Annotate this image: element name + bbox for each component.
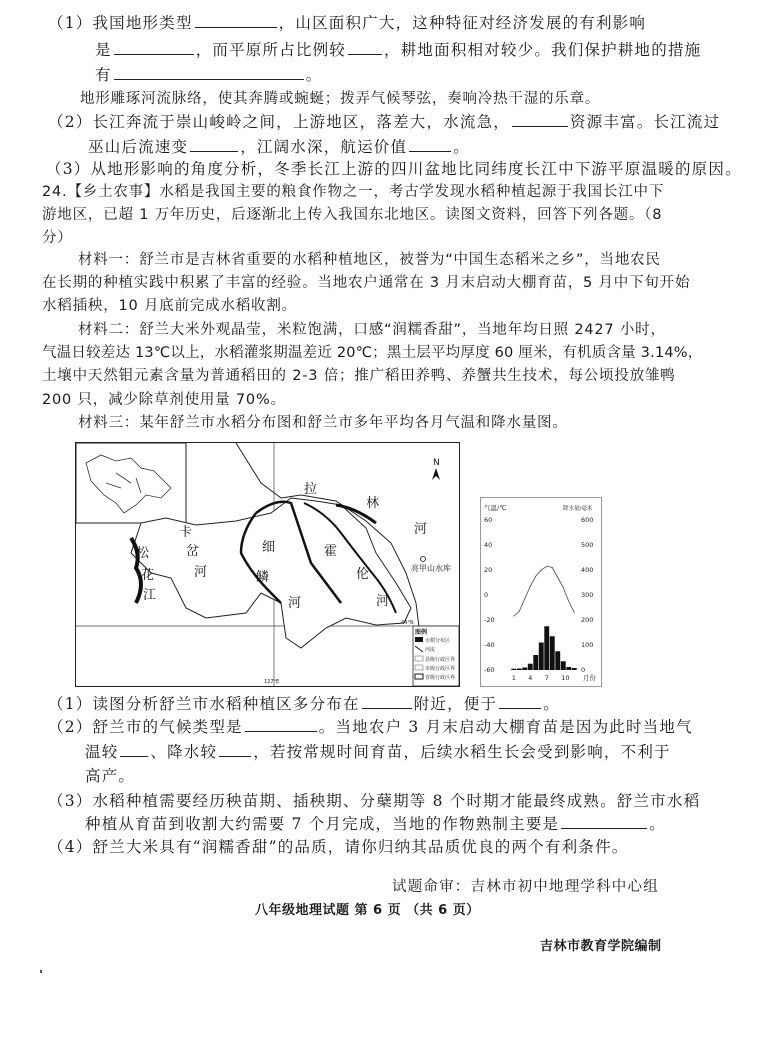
text: ，若按常规时间育苗，后续水稻生长会受到影响，不利于	[253, 743, 671, 761]
text: 有	[95, 66, 112, 84]
precipitation-bar	[572, 668, 577, 670]
q23-part1-line2	[95, 39, 701, 61]
material3: 材料三：某年舒兰市水稻分布图和舒兰市多年平均各月气温和降水量图。	[78, 415, 568, 431]
text: ，山区面积广大，这种特征对经济发展的有利影响	[278, 14, 647, 32]
material1-line1: 材料一：舒兰市是吉林省重要的水稻种植地区，被誉为“中国生态稻米之乡”，当地农民	[78, 252, 661, 268]
precipitation-bar	[555, 651, 560, 670]
reservoir-label: 亮甲山水库	[411, 564, 451, 573]
legend-item: 县级行政区界	[425, 657, 456, 663]
x-tick-label: 4	[528, 674, 533, 682]
q24-question3-line2	[85, 813, 666, 835]
q23-part1-line3	[95, 64, 322, 86]
q23-verse: 地形雕琢河流脉络，使其奔腾或蜿蜒；拨弄气候琴弦，奏响冷热干湿的乐章。	[80, 91, 601, 107]
y-right-tick-label: 0	[581, 666, 586, 674]
river-label: 河	[194, 565, 208, 580]
answer-blank[interactable]	[120, 741, 148, 757]
text: 。当地农户 3 月末启动大棚育苗是因为此时当地气	[318, 718, 693, 736]
y-right-tick-label: 600	[581, 516, 594, 524]
x-axis-label: 月份	[583, 674, 596, 682]
q23-part2-line1	[48, 111, 720, 133]
x-tick-label: 7	[544, 674, 549, 682]
precipitation-bar	[522, 668, 527, 671]
material2-line1: 材料二：舒兰大米外观晶莹，米粒饱满，口感“润糯香甜”，当地年均日照 2427 小时，	[78, 322, 666, 338]
north-arrow-label: N	[433, 458, 440, 468]
material2-line2: 气温日较差达 13℃以上，水稻灌浆期温差近 20℃；黑土层平均厚度 60 厘米，有机质含量 3.14%，	[42, 345, 703, 361]
river-label: 岔	[186, 544, 200, 559]
text: （2）舒兰市的气候类型是	[48, 718, 243, 736]
text: 。	[543, 695, 560, 713]
answer-blank[interactable]	[512, 111, 568, 127]
temperature-point	[513, 616, 514, 617]
legend-item: 市级行政区界	[425, 666, 456, 672]
temperature-point	[563, 587, 564, 588]
river-label: 江	[143, 588, 157, 603]
temperature-point	[541, 570, 542, 571]
q24-intro-line2: 游地区，已超 1 万年历史，后逐渐北上传入我国东北地区。读图文资料，回答下列各题。（8	[42, 207, 663, 223]
y-left-axis-label: 气温/℃	[484, 504, 507, 512]
latitude-label: 44°N	[401, 620, 414, 626]
text: 资源丰富。长江流过	[569, 113, 721, 131]
scan-speck	[40, 970, 42, 973]
answer-blank[interactable]	[499, 693, 541, 709]
longitude-label: 127°E	[264, 679, 280, 685]
material1-line3: 水稻插秧，10 月底前完成水稻收割。	[42, 298, 297, 314]
shulan-rice-distribution-map	[75, 442, 460, 687]
river-label: 河	[414, 522, 428, 537]
text: ，而平原所占比例较	[195, 41, 347, 59]
answer-blank[interactable]	[190, 136, 238, 152]
precipitation-bar	[544, 626, 549, 670]
map-legend	[413, 626, 459, 686]
temperature-point	[568, 601, 569, 602]
text: 巫山后流速变	[88, 138, 189, 156]
material1-line2: 在长期的种植实践中积累了丰富的经验。当地农户通常在 3 月末启动大棚育苗，5 月中下旬开始	[42, 275, 691, 291]
y-left-tick-label: -60	[484, 666, 495, 674]
legend-item: 省级行政区界	[425, 675, 456, 681]
precipitation-bar	[511, 669, 516, 670]
text: 。	[453, 138, 470, 156]
answer-blank[interactable]	[561, 813, 647, 829]
river-label: 松	[136, 546, 150, 561]
river-label: 鳞	[256, 570, 270, 585]
y-left-tick-label: 60	[484, 516, 493, 524]
precipitation-bar	[533, 655, 538, 670]
legend-swatch-rice	[415, 637, 423, 642]
answer-blank[interactable]	[362, 693, 412, 709]
q24-question2-line3: 高产。	[85, 767, 136, 785]
text: 。	[649, 815, 666, 833]
temperature-line	[514, 566, 575, 616]
answer-blank[interactable]	[114, 64, 304, 80]
material2-line4: 200 只，减少除草剂使用量 70%。	[42, 392, 286, 408]
q24-question4: （4）舒兰大米具有“润糯香甜”的品质，请你归纳其品质优良的两个有利条件。	[48, 838, 629, 856]
text: 。	[305, 66, 323, 84]
y-left-tick-label: -20	[484, 616, 495, 624]
river-label: 林	[366, 496, 380, 511]
river-label: 霍	[324, 544, 338, 559]
x-tick-label: 1	[511, 674, 516, 682]
river-label: 拉	[304, 482, 318, 497]
y-right-tick-label: 200	[581, 616, 594, 624]
text: ，江阔水深，航运价值	[240, 138, 408, 156]
review-credit: 试题命审：吉林市初中地理学科中心组	[392, 879, 659, 895]
answer-blank[interactable]	[245, 716, 317, 732]
y-left-tick-label: 0	[484, 591, 489, 599]
y-left-tick-label: 20	[484, 566, 493, 574]
river-label: 细	[262, 540, 276, 555]
precipitation-bar	[528, 664, 533, 670]
q23-part3: （3）从地形影响的角度分析，冬季长江上游的四川盆地比同纬度长江中下游平原温暖的原因。	[46, 160, 742, 178]
text: 温较	[85, 743, 119, 761]
q24-question3-line1: （3）水稻种植需要经历秧苗期、插秧期、分蘖期等 8 个时期才能最终成熟。舒兰市水稻	[48, 792, 701, 810]
answer-blank[interactable]	[348, 39, 382, 55]
text: ，耕地面积相对较少。我们保护耕地的措施	[384, 41, 702, 59]
text: 、降水较	[150, 743, 218, 761]
q23-part2-line2	[88, 136, 470, 158]
editor-credit: 吉林市教育学院编制	[540, 939, 662, 954]
reservoir-icon	[421, 557, 426, 562]
y-right-tick-label: 100	[581, 641, 594, 649]
q24-intro-line1: 24.【乡土农事】水稻是我国主要的粮食作物之一，考古学发现水稻种植起源于我国长江中下	[42, 184, 665, 200]
text: （2）长江奔流于崇山峻岭之间，上游地区，落差大，水流急，	[48, 113, 510, 131]
q24-intro-line3: 分）	[42, 230, 73, 246]
temperature-point	[557, 577, 558, 578]
river-label: 卡	[179, 525, 193, 540]
river-label: 河	[376, 594, 390, 609]
temperature-point	[552, 567, 553, 568]
precipitation-bar	[566, 667, 571, 670]
y-right-axis-label: 降水量/毫米	[563, 506, 593, 512]
temperature-point	[530, 586, 531, 587]
precipitation-bar	[561, 661, 566, 670]
river-label: 伦	[356, 567, 370, 582]
answer-blank[interactable]	[114, 39, 194, 55]
temperature-point	[546, 566, 547, 567]
q24-question2-line1	[48, 716, 693, 738]
temperature-point	[574, 612, 575, 613]
text: 附近，便于	[413, 695, 498, 713]
y-left-tick-label: -40	[484, 641, 495, 649]
river-label: 花	[141, 568, 155, 583]
y-right-tick-label: 400	[581, 566, 594, 574]
text: 是	[95, 41, 112, 59]
text: （1）读图分析舒兰市水稻种植区多分布在	[48, 695, 360, 713]
q24-question2-line2	[85, 741, 671, 763]
north-arrow-icon	[432, 468, 440, 480]
q24-question1	[48, 693, 560, 715]
legend-item: 河流	[425, 647, 436, 653]
legend-item: 水稻分布区	[425, 638, 451, 644]
y-left-tick-label: 40	[484, 541, 493, 549]
answer-blank[interactable]	[409, 136, 451, 152]
temperature-point	[524, 598, 525, 599]
y-right-tick-label: 300	[581, 591, 594, 599]
text: （1）我国地形类型	[48, 14, 193, 32]
river-label: 河	[288, 596, 302, 611]
q23-part1-line1	[48, 12, 646, 34]
precipitation-bar	[517, 669, 522, 671]
material2-line3: 土壤中天然钼元素含量为普通稻田的 2-3 倍；推广稻田养鸭、养蟹共生技术，每公顷投放雏鸭	[42, 368, 676, 384]
temperature-point	[519, 611, 520, 612]
x-tick-label: 10	[561, 674, 570, 682]
precipitation-bar	[550, 636, 555, 670]
answer-blank[interactable]	[195, 12, 277, 28]
precipitation-bar	[539, 643, 544, 671]
page-number: 八年级地理试题 第 6 页 （共 6 页）	[255, 903, 480, 918]
climate-chart	[480, 497, 602, 687]
answer-blank[interactable]	[219, 741, 251, 757]
temperature-point	[535, 576, 536, 577]
y-right-tick-label: 500	[581, 541, 594, 549]
text: 种植从育苗到收割大约需要 7 个月完成，当地的作物熟制主要是	[85, 815, 560, 833]
legend-title: 图例	[415, 629, 428, 636]
